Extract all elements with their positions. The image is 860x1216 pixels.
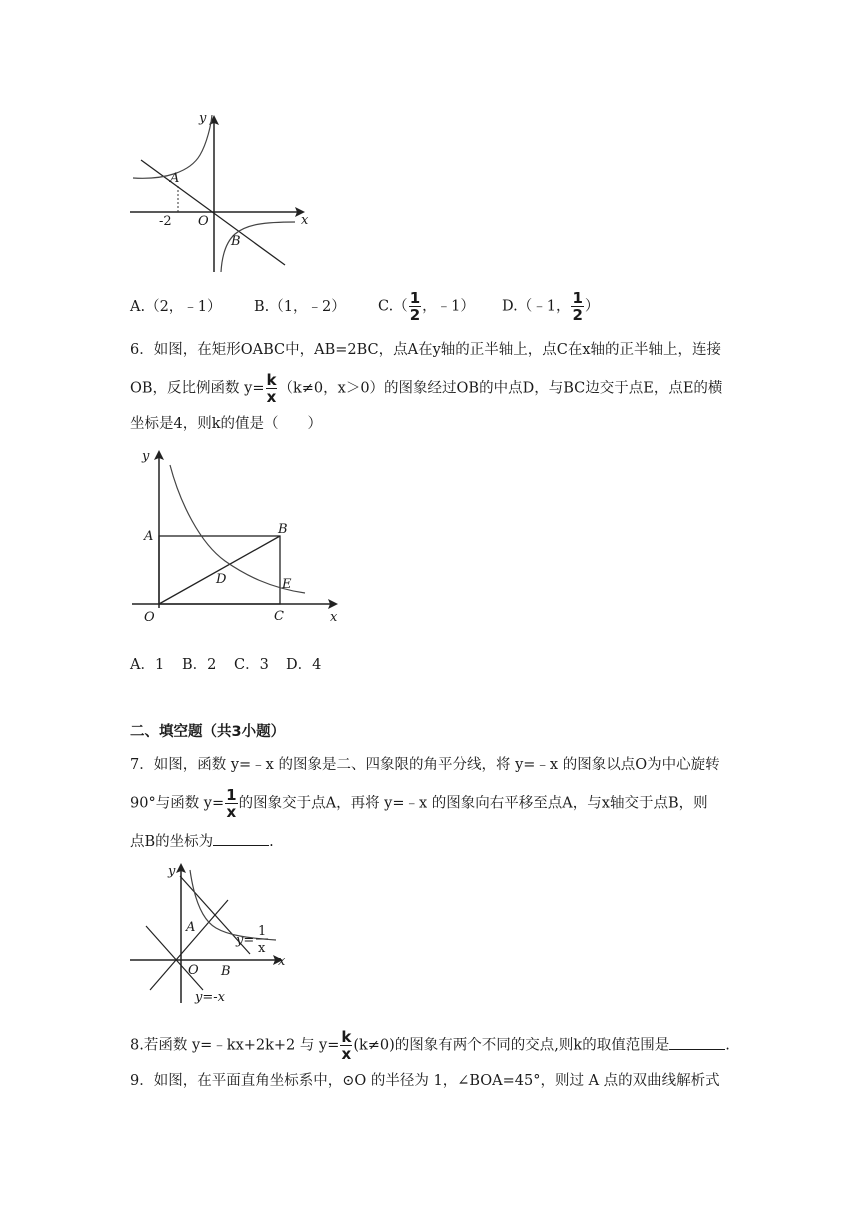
q5-choice-d[interactable] bbox=[502, 290, 599, 323]
q7-label-a: A bbox=[186, 920, 196, 935]
q6-choice-a[interactable]: A．1 bbox=[130, 657, 165, 673]
q8-end: . bbox=[725, 1037, 730, 1054]
q6-diagonal-ob bbox=[159, 536, 280, 604]
q8-frac-num: k bbox=[341, 1028, 352, 1046]
q5-label-a: A bbox=[170, 171, 180, 186]
q8-fraction bbox=[340, 1029, 352, 1062]
q7-line3-text: 点B的坐标为 bbox=[130, 834, 214, 850]
q6-label-d: D bbox=[216, 572, 227, 587]
q7-line-label: y=-x bbox=[195, 990, 225, 1005]
q5-choice-c-fraction bbox=[409, 290, 421, 323]
q8-answer-blank[interactable] bbox=[669, 1035, 725, 1050]
q6-line2 bbox=[130, 372, 740, 405]
q8-line bbox=[130, 1029, 740, 1062]
q6-choice-c[interactable]: C．3 bbox=[234, 657, 269, 673]
q5-choice-d-fraction bbox=[571, 290, 583, 323]
q5-label-x: x bbox=[301, 213, 309, 228]
q5-choice-c[interactable] bbox=[378, 290, 502, 323]
q5-choice-c-den: 2 bbox=[409, 306, 421, 324]
q5-label-b: B bbox=[231, 234, 241, 249]
q7-frac-num: 1 bbox=[226, 786, 237, 804]
q5-choices bbox=[130, 290, 599, 323]
q7-curve-label-num: 1 bbox=[258, 924, 267, 939]
q8-frac-den: x bbox=[341, 1045, 352, 1063]
q6-label-e: E bbox=[282, 577, 292, 592]
q6-choices bbox=[130, 653, 321, 674]
q8-post: (k≠0)的图象有两个不同的交点,则k的取值范围是 bbox=[353, 1037, 670, 1054]
q7-curve-label-pre: y= bbox=[236, 933, 255, 948]
q6-label-b: B bbox=[278, 522, 288, 537]
q6-choice-d[interactable]: D．4 bbox=[286, 657, 322, 673]
q7-line2 bbox=[130, 787, 740, 820]
q6-frac-den: x bbox=[266, 388, 277, 406]
q6-line1: 6．如图，在矩形OABC中，AB=2BC，点A在y轴的正半轴上，点C在x轴的正半轴上，连接 bbox=[130, 342, 722, 358]
q5-choice-b[interactable]: B.（1，﹣2） bbox=[254, 298, 346, 315]
q6-label-x: x bbox=[330, 610, 338, 625]
q7-line-neg-x bbox=[146, 926, 203, 990]
q6-label-o: O bbox=[144, 610, 155, 625]
q8-pre: 8.若函数 y=﹣kx+2k+2 与 y= bbox=[130, 1037, 340, 1054]
q5-choice-d-num: 1 bbox=[572, 289, 583, 307]
q5-choice-c-num: 1 bbox=[409, 289, 421, 307]
q5-choice-d-post: ） bbox=[584, 298, 600, 315]
q6-frac-num: k bbox=[266, 371, 277, 389]
q5-choice-c-pre: C.（ bbox=[378, 298, 408, 315]
q9-line1: 9．如图，在平面直角坐标系中，⊙O 的半径为 1，∠BOA=45°，则过 A 点的双曲线解析式 bbox=[130, 1073, 720, 1089]
q7-line2-post: 的图象交于点A，再将 y=﹣x 的图象向右平移至点A，与x轴交于点B，则 bbox=[238, 795, 708, 812]
q6-label-y: y bbox=[142, 449, 150, 464]
q7-answer-blank[interactable] bbox=[213, 831, 269, 846]
q5-choice-c-post: ，﹣1） bbox=[422, 298, 475, 315]
q6-fraction bbox=[266, 372, 278, 405]
q5-choice-d-den: 2 bbox=[572, 306, 583, 324]
q7-line3-end: . bbox=[269, 834, 274, 850]
q6-choice-b[interactable]: B．2 bbox=[182, 657, 217, 673]
q7-curve-label-den: x bbox=[258, 941, 266, 956]
q5-choice-a[interactable]: A.（2，﹣1） bbox=[130, 298, 222, 315]
q6-label-a: A bbox=[144, 529, 154, 544]
q7-label-o: O bbox=[188, 963, 199, 978]
q7-label-b: B bbox=[221, 964, 231, 979]
q5-label-o: O bbox=[198, 214, 209, 229]
q7-line1: 7．如图，函数 y=﹣x 的图象是二、四象限的角平分线，将 y=﹣x 的图象以点O为中心旋转 bbox=[130, 757, 720, 773]
q7-label-x: x bbox=[278, 954, 286, 969]
q5-figure bbox=[125, 110, 325, 285]
q7-line2-pre: 90°与函数 y= bbox=[130, 795, 225, 812]
q7-line3 bbox=[130, 831, 740, 852]
q7-figure bbox=[128, 858, 298, 1008]
q5-label-y: y bbox=[199, 111, 207, 126]
q7-label-y: y bbox=[168, 864, 176, 879]
section-2-heading: 二、填空题（共3小题） bbox=[130, 724, 286, 740]
q7-fraction bbox=[225, 787, 237, 820]
q5-label-neg2: -2 bbox=[159, 214, 172, 229]
q5-choice-d-pre: D.（﹣1， bbox=[502, 298, 571, 315]
q6-label-c: C bbox=[274, 609, 284, 624]
q7-frac-den: x bbox=[226, 803, 237, 821]
q6-line2-pre: OB，反比例函数 y= bbox=[130, 380, 265, 397]
q6-figure bbox=[130, 443, 360, 628]
q6-line3: 坐标是4，则k的值是（ ） bbox=[130, 416, 323, 432]
q6-line2-post: （k≠0，x＞0）的图象经过OB的中点D，与BC边交于点E，点E的横 bbox=[278, 380, 723, 397]
